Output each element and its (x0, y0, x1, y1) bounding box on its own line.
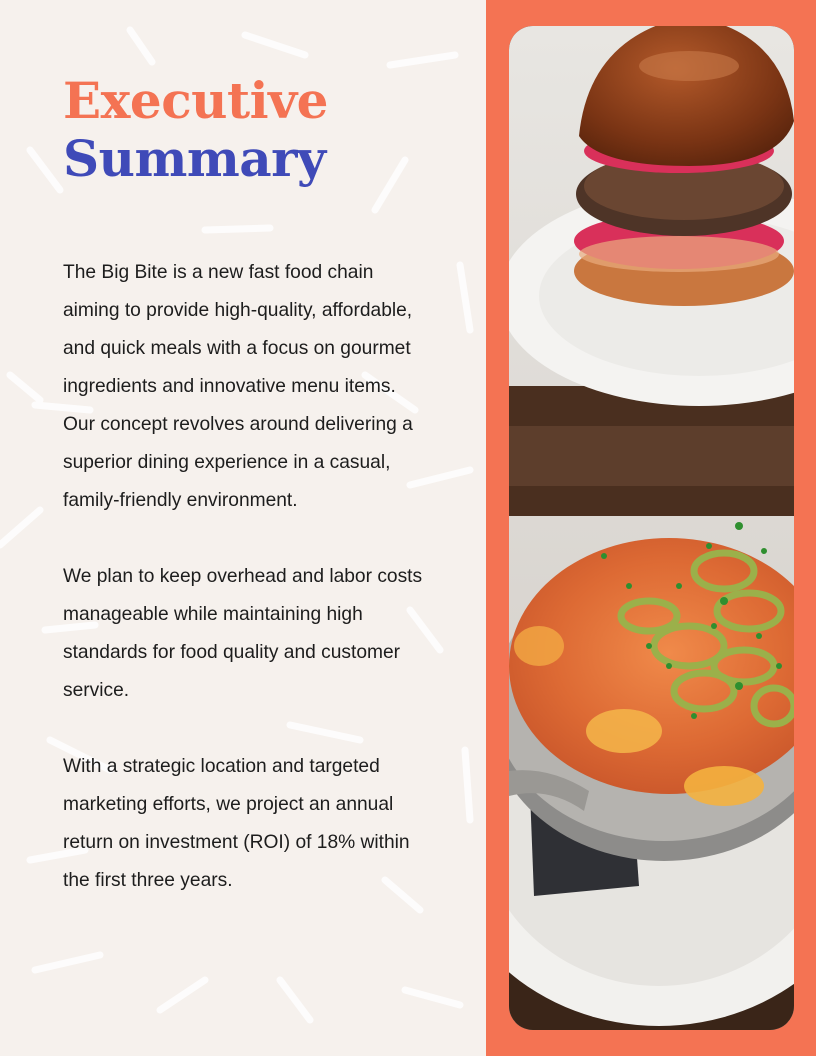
summary-paragraph-1: The Big Bite is a new fast food chain aiming to provide high-quality, affordable, and quick meals with a focus on gourmet ingredients and innovative menu items. Our concept revolves around delivering a superior dining experience in a casual, family-friendly environment. (63, 262, 413, 511)
food-illustration (509, 26, 794, 1030)
summary-paragraph-3: With a strategic location and targeted marketing efforts, we project an annual return on investment (ROI) of 18% within the first three years. (63, 756, 410, 891)
summary-paragraph-2: We plan to keep overhead and labor costs manageable while maintaining high standards for food quality and customer service. (63, 566, 423, 701)
summary-body (63, 254, 425, 938)
title-line-2: Summary (63, 129, 326, 188)
title-line-1: Executive (63, 71, 328, 130)
food-photo (509, 26, 794, 1030)
page-title (63, 72, 328, 188)
